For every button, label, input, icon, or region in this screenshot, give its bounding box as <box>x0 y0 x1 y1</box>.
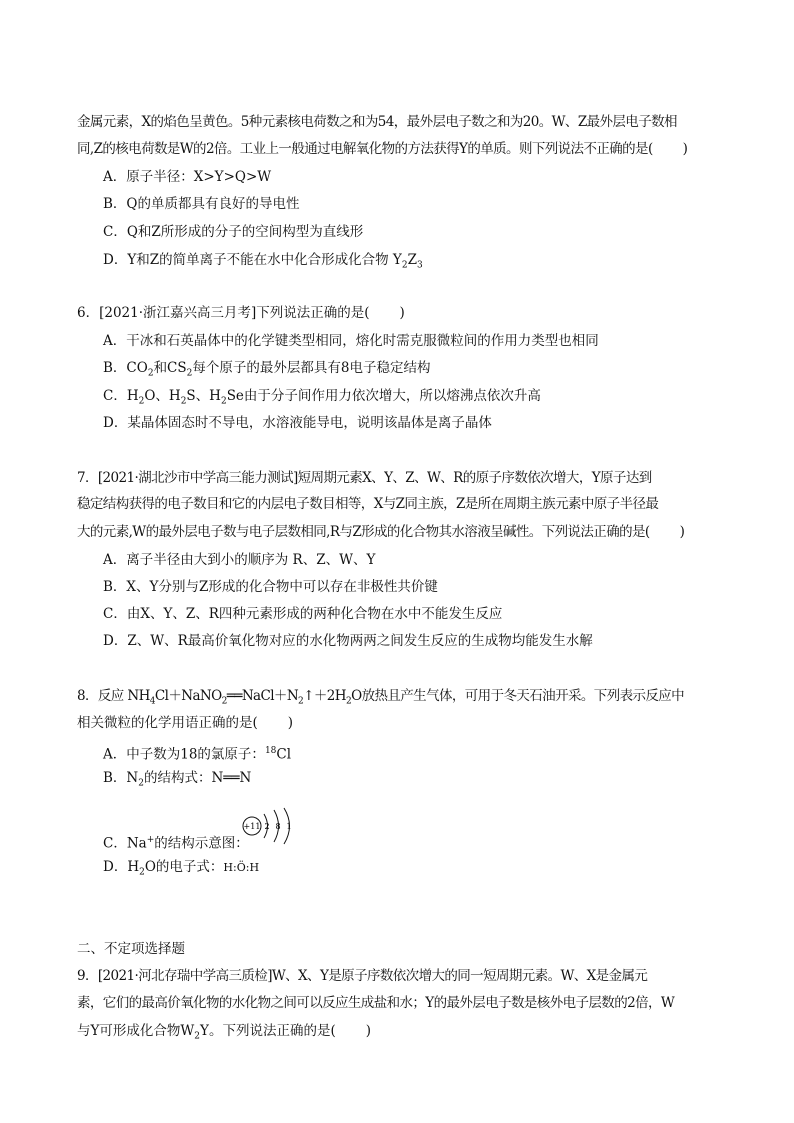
q8-stem-sub4: 2 <box>345 696 352 707</box>
sodium-ion-structure-diagram <box>240 806 304 846</box>
q7-option-d: D．Z、W、R最高价氧化物对应的水化物两两之间发生反应的生成物均能发生水解 <box>103 633 593 649</box>
q5-close-bracket: ) <box>682 141 688 157</box>
q8-c-part1: C．Na <box>103 835 147 852</box>
q7-close-bracket: ) <box>679 524 685 540</box>
q8-a-text: A．中子数为18的氯原子： <box>103 746 265 763</box>
q6-c-part3: S、H <box>186 388 221 404</box>
q5-option-d-sub1: 2 <box>401 260 408 271</box>
q8-stem-sub2: 2 <box>221 696 227 707</box>
q6-option-c <box>103 386 541 412</box>
water-electron-formula: H:Ö:H <box>223 861 260 874</box>
q8-stem-part-b: Cl＋NaNO <box>154 688 222 704</box>
q9-stem-part-a: 与Y可形成化合物W <box>77 1023 195 1039</box>
q9-close-bracket: ) <box>365 1023 371 1039</box>
q8-stem-part-a: 8．反应 NH <box>77 688 150 704</box>
q8-a-symbol: Cl <box>276 746 292 763</box>
q7-stem-line-3 <box>77 522 684 542</box>
q8-d-part1: D．H <box>103 859 140 875</box>
q6-b-sub2: 2 <box>186 368 193 379</box>
q6-stem <box>77 303 405 323</box>
q7-stem-text: 大的元素,W的最外层电子数与电子层数相同,R与Z形成的化合物其水溶液呈碱性。下列说法正确的是( <box>77 524 650 540</box>
q6-stem-text: 6．[2021·浙江嘉兴高三月考]下列说法正确的是( <box>77 305 370 321</box>
q8-b-part1: B．N <box>103 770 139 786</box>
q8-d-part2: O的电子式： <box>144 859 224 875</box>
q8-c-part2: 的结构示意图： <box>154 835 249 852</box>
q7-option-a: A．离子半径由大到小的顺序为 R、Z、W、Y <box>103 552 376 568</box>
q5-option-c: C．Q和Z所形成的分子的空间构型为直线形 <box>103 224 364 240</box>
q8-stem-part-e: O放热且产生气体，可用于冬天石油开采。下列表示反应中 <box>351 688 685 704</box>
q8-option-b <box>103 768 251 794</box>
q8-stem-text: 相关微粒的化学用语正确的是( <box>77 715 258 731</box>
q5-option-b: B．Q的单质都具有良好的导电性 <box>103 196 300 212</box>
q5-option-d-text: D．Y和Z的简单离子不能在水中化合形成化合物 Y <box>103 252 402 268</box>
q6-option-a: A．干冰和石英晶体中的化学键类型相同，熔化时需克服微粒间的作用力类型也相同 <box>103 333 599 349</box>
q8-stem-sub1: 4 <box>149 696 155 707</box>
atomic-structure-svg <box>240 806 304 846</box>
q6-close-bracket: ) <box>399 305 405 321</box>
q6-c-sub3: 2 <box>220 396 227 407</box>
q6-c-part2: O、H <box>144 388 181 404</box>
q8-d-sub: 2 <box>139 867 145 878</box>
nucleus-charge: +11 <box>243 822 261 831</box>
q6-b-sub1: 2 <box>147 368 154 379</box>
q8-stem-part-d: ↑＋2H <box>303 688 346 704</box>
section-heading: 二、不定项选择题 <box>77 941 185 957</box>
q8-stem-line-2 <box>77 713 293 733</box>
q6-option-d: D．某晶体固态时不导电，水溶液能导电，说明该晶体是离子晶体 <box>103 415 492 431</box>
q8-close-bracket: ) <box>287 715 294 731</box>
q5-stem-text: 同,Z的核电荷数是W的2倍。工业上一般通过电解氧化物的方法获得Y的单质。则下列说法不正确的是( <box>77 141 653 157</box>
q8-stem-part-c: ══NaCl＋N <box>226 688 299 704</box>
q6-c-sub1: 2 <box>138 396 145 407</box>
q8-option-d <box>103 857 259 883</box>
q7-stem-line-2: 稳定结构获得的电子数目和它的内层电子数目相等，X与Z同主族，Z是所在周期主族元素中原子半径最 <box>77 496 659 512</box>
q6-c-sub2: 2 <box>180 396 187 407</box>
q6-b-part1: B．CO <box>103 360 148 376</box>
q6-b-part2: 和CS <box>153 360 187 376</box>
q9-stem-sub: 2 <box>194 1031 201 1042</box>
shell-3-electrons: 1 <box>286 822 292 831</box>
q8-stem-line-1 <box>77 686 684 712</box>
q6-b-part3: 每个原子的最外层都具有8电子稳定结构 <box>192 360 431 376</box>
q5-stem-line-2 <box>77 139 687 159</box>
q8-b-part2: 的结构式：N══N <box>143 770 252 786</box>
q9-stem-line-1: 9．[2021·河北存瑞中学高三质检]W、X、Y是原子序数依次增大的同一短周期元素。W、X是金属元 <box>77 968 648 984</box>
q5-stem-line-1: 金属元素，X的焰色呈黄色。5种元素核电荷数之和为54，最外层电子数之和为20。W、Z最外层电子数相 <box>77 114 677 130</box>
q6-option-b <box>103 358 430 384</box>
q8-option-c <box>103 830 249 854</box>
q5-option-d <box>103 250 423 276</box>
shell-1-electrons: 2 <box>264 822 270 831</box>
q5-option-d-sub2: 3 <box>416 260 423 271</box>
q7-option-b: B．X、Y分别与Z形成的化合物中可以存在非极性共价键 <box>103 579 438 595</box>
q9-stem-part-b: Y。下列说法正确的是( <box>200 1023 336 1039</box>
q9-stem-line-2: 素，它们的最高价氧化物的水化物之间可以反应生成盐和水；Y的最外层电子数是核外电子层数的2倍，W <box>77 995 675 1011</box>
q7-option-c: C．由X、Y、Z、R四种元素形成的两种化合物在水中不能发生反应 <box>103 606 503 622</box>
q5-option-d-mid: Z <box>407 252 417 268</box>
q8-b-sub: 2 <box>138 778 144 789</box>
q7-stem-line-1: 7．[2021·湖北沙市中学高三能力测试]短周期元素X、Y、Z、W、R的原子序数依次增大，Y原子达到 <box>77 470 652 486</box>
q5-option-a: A．原子半径：X>Y>Q>W <box>103 169 272 185</box>
shell-2-electrons: 8 <box>275 822 281 831</box>
q9-stem-line-3 <box>77 1021 371 1047</box>
q8-option-a <box>103 741 291 765</box>
q8-a-mass-number: 18 <box>264 746 277 756</box>
q6-c-part4: Se由于分子间作用力依次增大，所以熔沸点依次升高 <box>226 388 541 404</box>
q6-c-part1: C．H <box>103 388 139 404</box>
q8-c-charge: + <box>146 835 155 845</box>
q8-stem-sub3: 2 <box>298 696 304 707</box>
